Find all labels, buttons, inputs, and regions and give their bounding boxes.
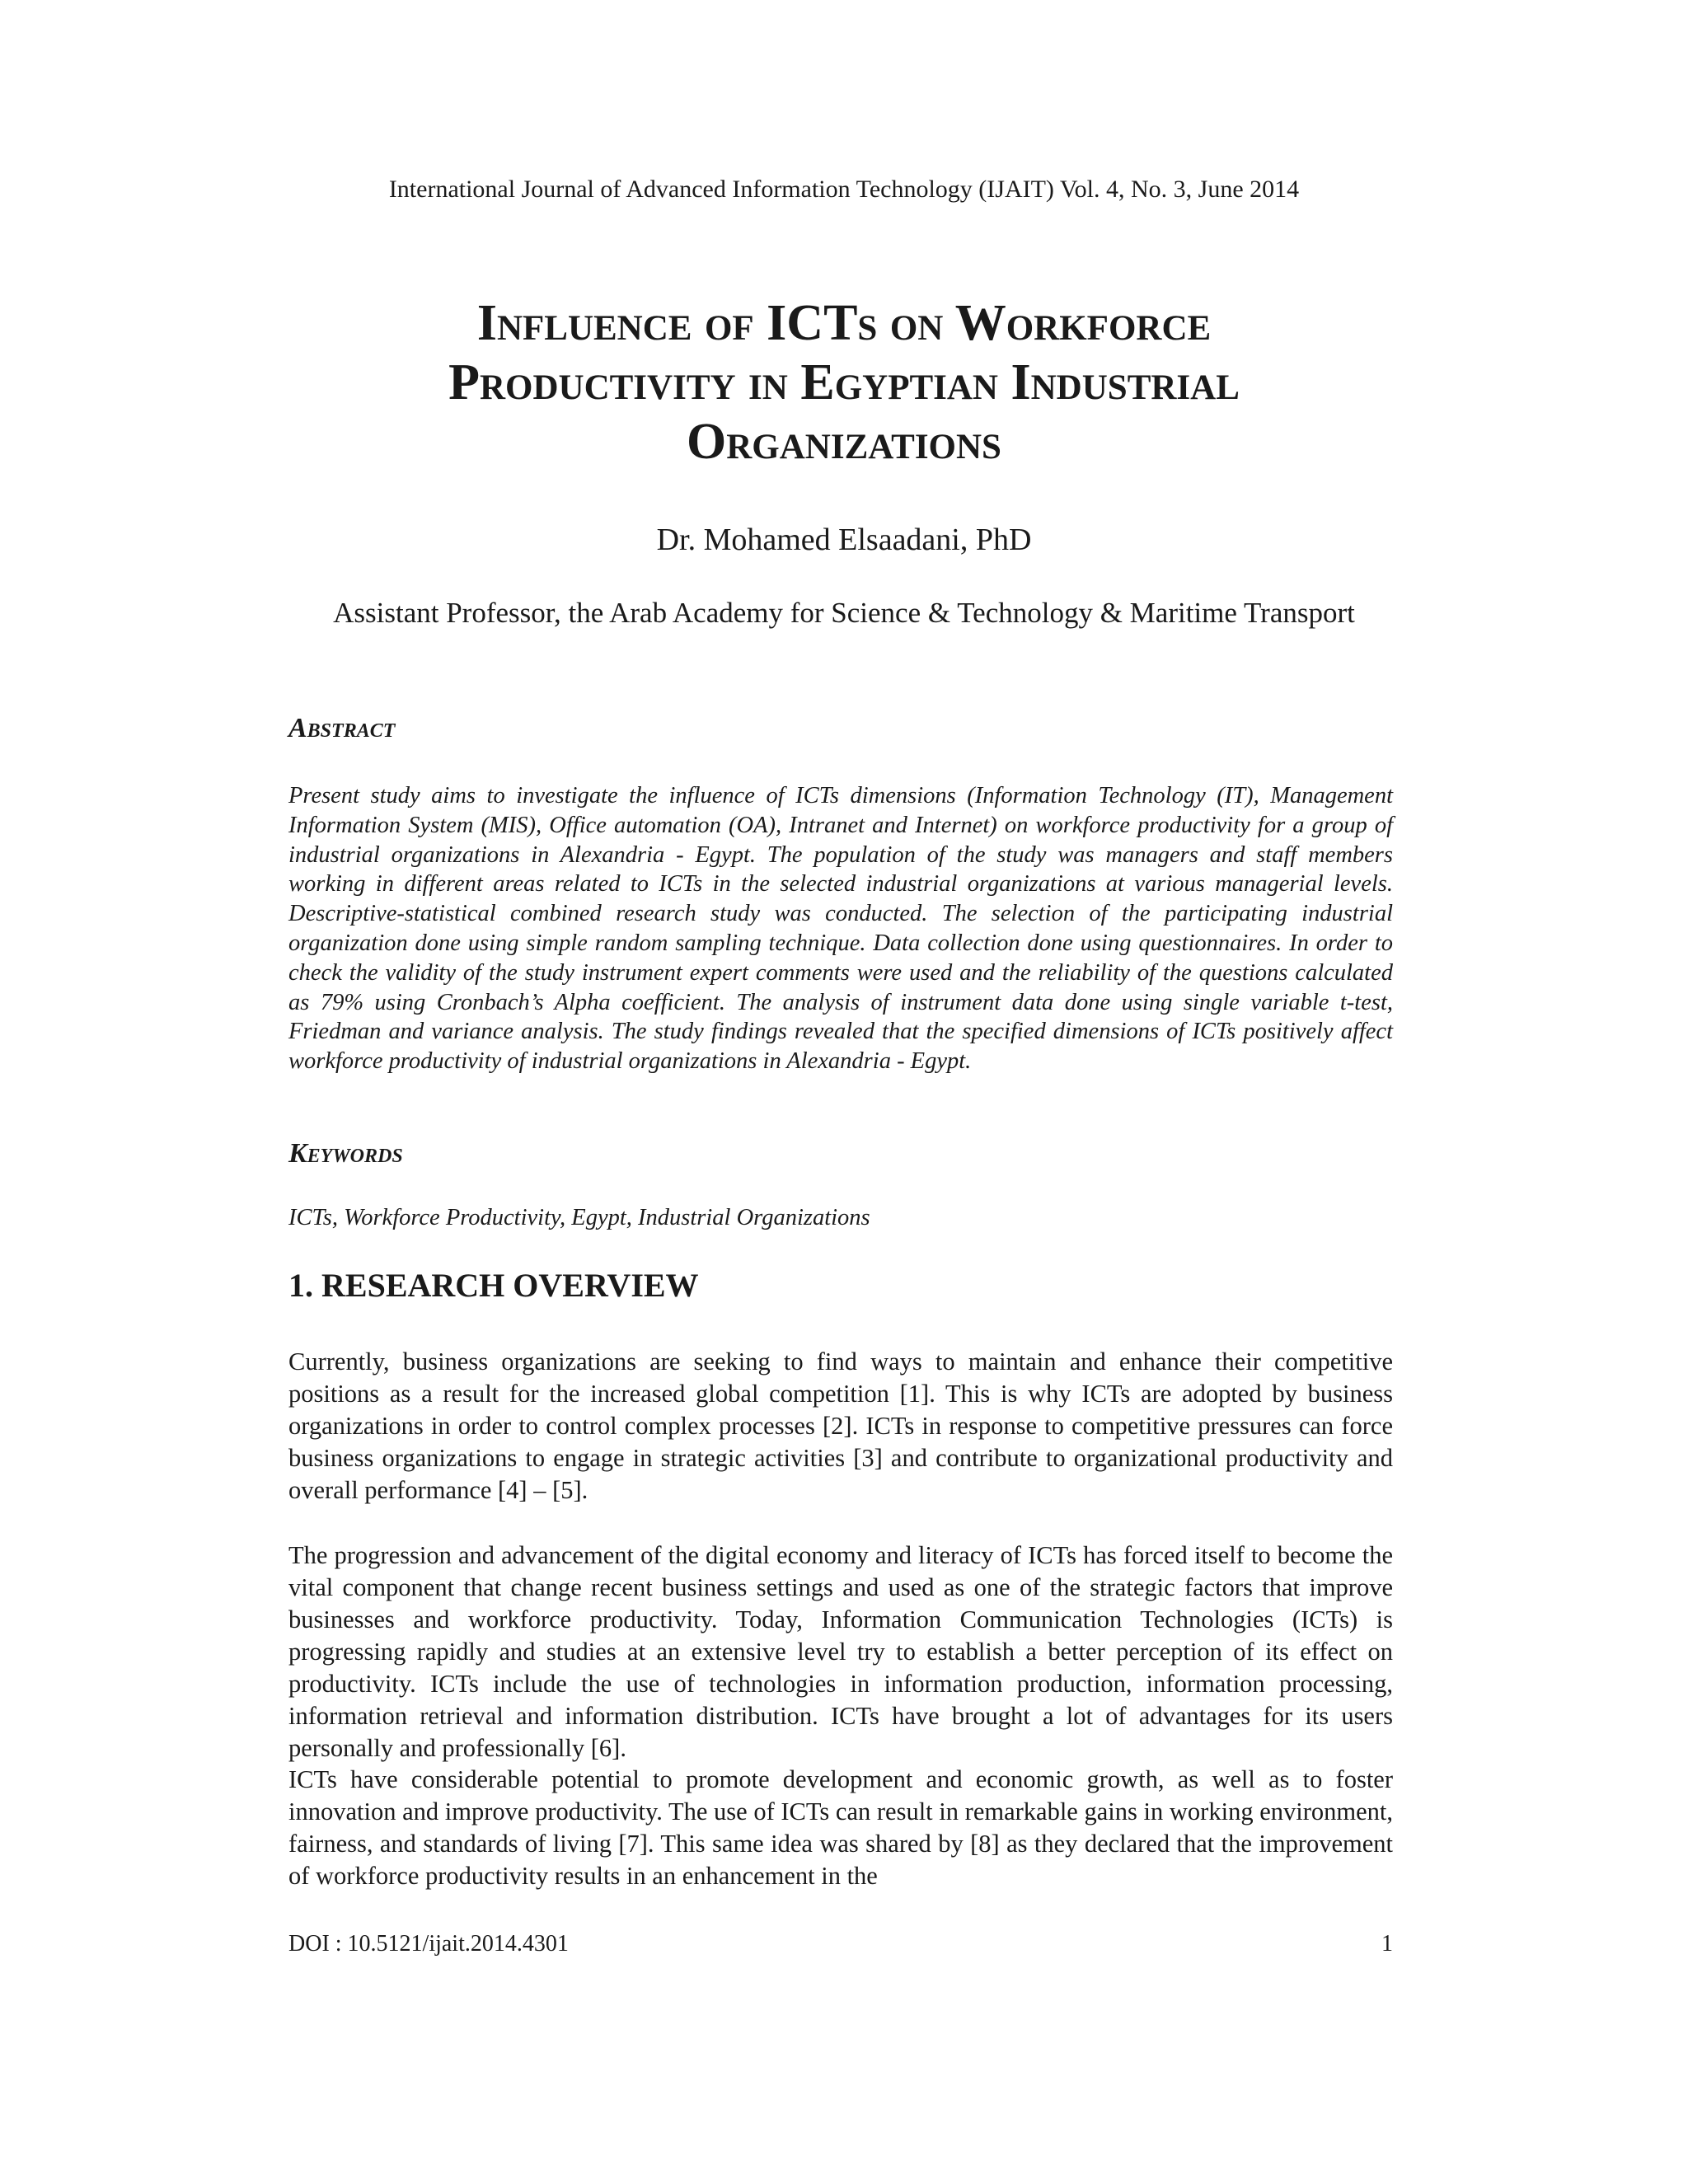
paper-title (165, 293, 1523, 471)
author-affiliation: Assistant Professor, the Arab Academy for Science & Technology & Maritime Transport (333, 597, 1355, 629)
page-footer (288, 1930, 1393, 1958)
body-paragraph-3: ICTs have considerable potential to promote development and economic growth, as well as to foster innovation and improve productivity. The use of ICTs can result in remarkable gains in working environment, fairness, and standards of living [7]. This same idea was shared by [8] as they declared that the improvement of workforce productivity results in an enhancement in the (288, 1765, 1393, 1890)
doi-text: DOI : 10.5121/ijait.2014.4301 (288, 1931, 569, 1957)
body-paragraph-2: The progression and advancement of the digital economy and literacy of ICTs has forced itself to become the vital component that change recent business settings and used as one of the strategic factors that improve businesses and workforce productivity. Today, Information Communication Technologies (ICTs) is progressing rapidly and studies at an extensive level try to establish a better perception of its effect on productivity. ICTs include the use of technologies in information production, information processing, information retrieval and information distribution. ICTs have brought a lot of advantages for its users personally and professionally [6]. (288, 1541, 1393, 1762)
paper-title-line-3: Organizations (687, 414, 1001, 470)
section-title-research-overview: 1. RESEARCH OVERVIEW (288, 1267, 699, 1304)
abstract-heading: Abstract (288, 713, 396, 743)
abstract-text: Present study aims to investigate the influence of ICTs dimensions (Information Technology (IT), Management Information System (MIS), Office automation (OA), Intranet and Internet) on workforce productivity for a group of industrial organizations in Alexandria - Egypt. The population of the study was managers and staff members working in different areas related to ICTs in the selected industrial organizations at various managerial levels. Descriptive-statistical combined research study was conducted. The selection of the participating industrial organization done using simple random sampling technique. Data collection done using questionnaires. In order to check the validity of the study instrument expert comments were used and the reliability of the questions calculated as 79% using Cronbach’s Alpha coefficient. The analysis of instrument data done using single variable t-test, Friedman and variance analysis. The study findings revealed that the specified dimensions of ICTs positively affect workforce productivity of industrial organizations in Alexandria - Egypt. (288, 783, 1393, 1075)
running-header: International Journal of Advanced Information Technology (IJAIT) Vol. 4, No. 3, June 2014 (388, 176, 1300, 203)
page-number: 1 (1381, 1931, 1393, 1957)
body-paragraph-1: Currently, business organizations are seeking to find ways to maintain and enhance their competitive positions as a result for the increased global competition [1]. This is why ICTs are adopted by business organizations in order to control complex processes [2]. ICTs in response to competitive pressures can force business organizations to engage in strategic activities [3] and contribute to organizational productivity and overall performance [4] – [5]. (288, 1347, 1393, 1504)
paper-title-line-2: Productivity in Egyptian Industrial (448, 354, 1240, 410)
author-name: Dr. Mohamed Elsaadani, PhD (656, 523, 1032, 557)
keywords-heading: Keywords (288, 1138, 403, 1169)
keywords-text: ICTs, Workforce Productivity, Egypt, Industrial Organizations (288, 1205, 870, 1230)
paper-title-line-1: Influence of ICTs on Workforce (476, 295, 1212, 351)
